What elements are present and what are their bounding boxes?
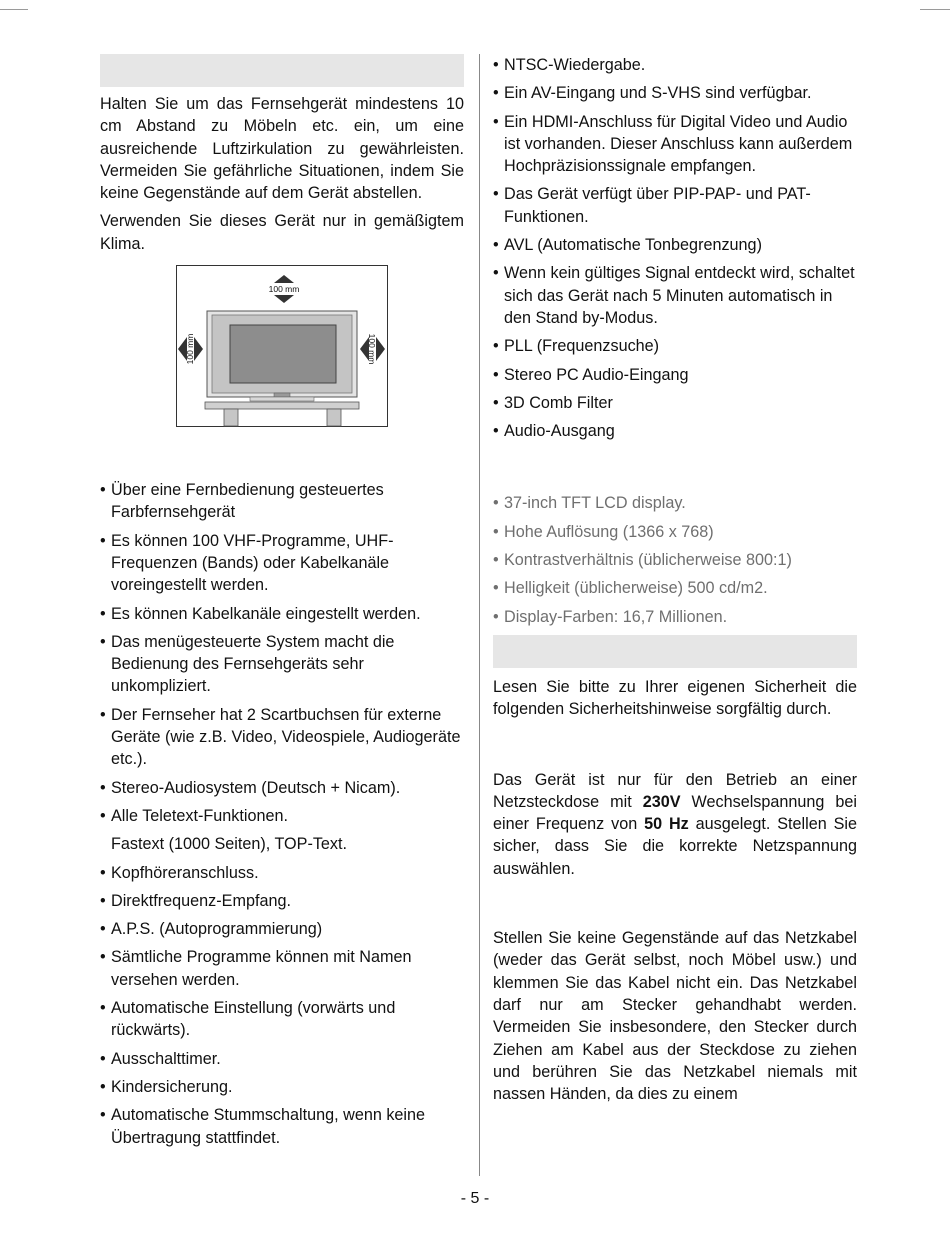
fastext-line: Fastext (1000 Seiten), TOP-Text. — [111, 835, 348, 854]
list-item: • 3D Comb Filter — [493, 392, 857, 414]
list-item: • Hohe Auflösung (1366 x 768) — [493, 521, 857, 543]
crop-mark-left — [0, 9, 28, 10]
left-clearance-label: 100 mm — [185, 333, 195, 365]
section-heading-bar — [100, 54, 464, 87]
features-list-1 — [100, 479, 464, 827]
list-item: • Direktfrequenz-Empfang. — [100, 890, 464, 912]
list-item: • Kindersicherung. — [100, 1076, 464, 1098]
power-supply-paragraph — [493, 769, 857, 880]
safety-heading-bar — [493, 635, 857, 668]
list-item: • Automatische Stummschaltung, wenn keine Übertragung stattfindet. — [100, 1104, 464, 1149]
top-clearance-label: 100 mm — [268, 284, 300, 295]
right-column — [493, 54, 857, 1105]
list-item: • Sämtliche Programme können mit Namen versehen werden. — [100, 946, 464, 991]
list-item: • Kontrastverhältnis (üblicherweise 800:1) — [493, 549, 857, 571]
left-column — [100, 54, 464, 1149]
list-item: • Über eine Fernbedienung gesteuertes Farbfernsehgerät — [100, 479, 464, 524]
safety-intro-paragraph: Lesen Sie bitte zu Ihrer eigenen Sicherheit die folgenden Sicherheitshinweise sorgfältig durch. — [493, 677, 857, 719]
list-item: • PLL (Frequenzsuche) — [493, 335, 857, 357]
list-item: • AVL (Automatische Tonbegrenzung) — [493, 234, 857, 256]
list-item: • A.P.S. (Autoprogrammierung) — [100, 918, 464, 940]
list-item: • Wenn kein gültiges Signal entdeckt wird, schaltet sich das Gerät nach 5 Minuten automatisch in den Stand by-Modus. — [493, 262, 857, 329]
climate-paragraph: Verwenden Sie dieses Gerät nur in gemäßigtem Klima. — [100, 212, 464, 253]
list-item: • Automatische Einstellung (vorwärts und rückwärts). — [100, 997, 464, 1042]
list-item: • Display-Farben: 16,7 Millionen. — [493, 606, 857, 628]
ventilation-paragraph: Halten Sie um das Fernsehgerät mindestens 10 cm Abstand zu Möbeln etc. ein, um eine ausreichende Luftzirkulation zu gewährleisten. Vermeiden Sie gefährliche Situationen, indem Sie keine Gegenstände auf dem Gerät abstellen. — [100, 95, 464, 203]
list-item: • Ein AV-Eingang und S-VHS sind verfügbar. — [493, 82, 857, 104]
page-number: - 5 - — [460, 1190, 490, 1207]
crop-mark-right — [920, 9, 950, 10]
list-item: • Der Fernseher hat 2 Scartbuchsen für externe Geräte (wie z.B. Video, Videospiele, Audiogeräte etc.). — [100, 704, 464, 771]
list-item: • Stereo PC Audio-Eingang — [493, 364, 857, 386]
power-text-2: Wechselspannung bei einer Frequenz von — [493, 792, 857, 834]
list-item: • Ausschalttimer. — [100, 1048, 464, 1070]
features-list-2 — [100, 862, 464, 1149]
list-item: • NTSC-Wiedergabe. — [493, 54, 857, 76]
features-list-3 — [493, 54, 857, 442]
specifications-list — [493, 492, 857, 627]
right-clearance-label: 100 mm — [367, 333, 377, 365]
list-item: • Stereo-Audiosystem (Deutsch + Nicam). — [100, 777, 464, 799]
list-item: • Kopfhöreranschluss. — [100, 862, 464, 884]
list-item: • 37-inch TFT LCD display. — [493, 492, 857, 514]
list-item: • Es können 100 VHF-Programme, UHF-Frequenzen (Bands) oder Kabelkanäle voreingestellt werden. — [100, 530, 464, 597]
list-item: • Es können Kabelkanäle eingestellt werden. — [100, 603, 464, 625]
list-item: • Helligkeit (üblicherweise) 500 cd/m2. — [493, 577, 857, 599]
list-item: • Alle Teletext-Funktionen. — [100, 805, 464, 827]
list-item: • Audio-Ausgang — [493, 420, 857, 442]
list-item: • Das Gerät verfügt über PIP-PAP- und PAT-Funktionen. — [493, 183, 857, 228]
power-cable-paragraph: Stellen Sie keine Gegenstände auf das Netzkabel (weder das Gerät selbst, noch Möbel usw.) und klemmen Sie das Kabel nicht ein. Das Netzkabel darf nur am Stecker gehandhabt werden. Vermeiden Sie insbesondere, den Stecker durch Ziehen am Kabel aus der Steckdose zu ziehen und berühren Sie das Netzkabel niemals mit nassen Händen, da dies zu einem — [493, 929, 857, 1104]
frequency-value: 50 Hz — [644, 815, 689, 834]
power-text-1: Das Gerät ist nur für den Betrieb an einer Netzsteckdose mit — [493, 770, 857, 811]
list-item: • Ein HDMI-Anschluss für Digital Video und Audio ist vorhanden. Dieser Anschluss kann außerdem Hochpräzisionssignale empfangen. — [493, 111, 857, 178]
tv-clearance-illustration — [176, 265, 388, 427]
list-item: • Das menügesteuerte System macht die Bedienung des Fernsehgeräts sehr unkompliziert. — [100, 631, 464, 698]
tv-clearance-figure — [176, 265, 388, 427]
voltage-value: 230V — [642, 792, 681, 811]
power-text-3: ausgelegt. Stellen Sie sicher, dass Sie die korrekte Netzspannung auswählen. — [493, 815, 857, 878]
column-divider — [479, 54, 480, 1176]
